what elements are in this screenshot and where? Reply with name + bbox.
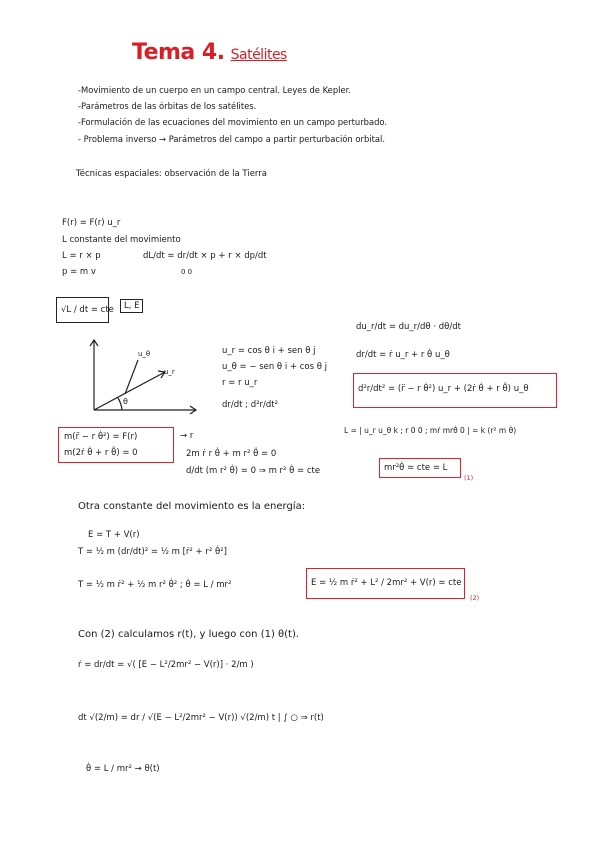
eq-dur: du_r/dt = du_r/dθ · dθ/dt (356, 322, 461, 332)
energy-heading: Otra constante del movimiento es la energía: (78, 501, 306, 512)
intro-note: Técnicas espaciales: observación de la Tierra (76, 169, 267, 179)
diagram-label-ur: u_r (164, 368, 175, 376)
def-angular: L = r × p (62, 251, 101, 261)
u-theta-vector (125, 360, 138, 394)
solution-heading: Con (2) calculamos r(t), y luego con (1) θ(t). (78, 629, 300, 640)
intro-bullet-4: - Problema inverso → Parámetros del campo a partir perturbación orbital. (78, 134, 386, 144)
intro-bullet-1: -Movimiento de un cuerpo en un campo central. Leyes de Kepler. (78, 85, 351, 95)
eq-T2: T = ½ m ṙ² + ½ m r² θ̇² ; θ̇ = L / mr² (78, 580, 232, 590)
def-force: F(r) = F(r) u_r (62, 218, 121, 228)
eq-dt: dt √(2/m) = dr / √(E − L²/2mr² − V(r)) √(2/m) t | ∫ ○ ⇒ r(t) (78, 713, 324, 723)
eq-L-result: mr²θ̇ = cte = L (384, 463, 448, 473)
L-box (379, 458, 461, 478)
eq-drdt: dr/dt = ṙ u_r + r θ̇ u_θ (356, 350, 450, 360)
eq-rdot: ṙ = dr/dt = √( [E − L²/2mr² − V(r)] · 2/m ) (78, 660, 254, 670)
diagram-label-theta: θ (123, 397, 128, 406)
eq-3: d/dt (m r² θ̇) = 0 ⇒ m r² θ̇ = cte (186, 466, 321, 476)
eq-T1: T = ½ m (dr/dt)² = ½ m [ṙ² + r² θ̇²] (78, 547, 227, 557)
eq-L-matrix: L = | u_r u_θ k ; r 0 0 ; mṙ mrθ̇ 0 | = k (r² m θ̇) (344, 426, 517, 435)
def-momentum: p = m v (62, 267, 96, 277)
eq-dr: dr/dt ; d²r/dt² (222, 400, 279, 410)
theta-arc (118, 398, 122, 410)
def-zeros: 0 0 (181, 268, 193, 276)
eq-E-box: E = ½ m ṙ² + L² / 2mr² + V(r) = cte (311, 578, 462, 588)
accel-box (353, 373, 557, 408)
title-main: Tema 4. (132, 40, 225, 65)
areal-text: √L / dt = cte (61, 305, 114, 315)
energy-box-text: L, E (124, 301, 140, 311)
E-box (306, 568, 465, 599)
position-vector (94, 372, 165, 410)
diagram-label-utheta: u_θ (138, 350, 151, 358)
eq-arrow-r: → r (180, 431, 194, 441)
eq-r: r = r u_r (222, 378, 258, 388)
def-derivative: dL/dt = dr/dt × p + r × dp/dt (143, 251, 267, 261)
intro-bullet-3: -Formulación de las ecuaciones del movimiento en un campo perturbado. (78, 117, 388, 127)
label-2: (2) (470, 594, 480, 602)
eq-utheta: u_θ = − sen θ i + cos θ j (222, 362, 327, 372)
def-constant: L constante del movimiento (62, 235, 181, 245)
label-1: (1) (464, 474, 474, 482)
motion-box (58, 427, 174, 463)
eq-E-def: E = T + V(r) (88, 530, 140, 540)
eq-ur: u_r = cos θ i + sen θ j (222, 346, 316, 356)
eq-tangential: m(2ṙ θ̇ + r θ̈) = 0 (64, 448, 138, 458)
eq-radial: m(r̈ − r θ̇²) = F(r) (64, 432, 138, 442)
eq-thetadot: θ̇ = L / mr² → θ(t) (86, 764, 160, 774)
intro-bullet-2: -Parámetros de las órbitas de los satélites. (78, 101, 257, 111)
eq-accel: d²r/dt² = (r̈ − r θ̇²) u_r + (2ṙ θ̇ + r θ̈) u_θ (358, 384, 529, 394)
eq-2: 2m ṙ r θ̇ + m r² θ̈ = 0 (186, 449, 277, 459)
title-sub: Satélites (230, 47, 287, 63)
